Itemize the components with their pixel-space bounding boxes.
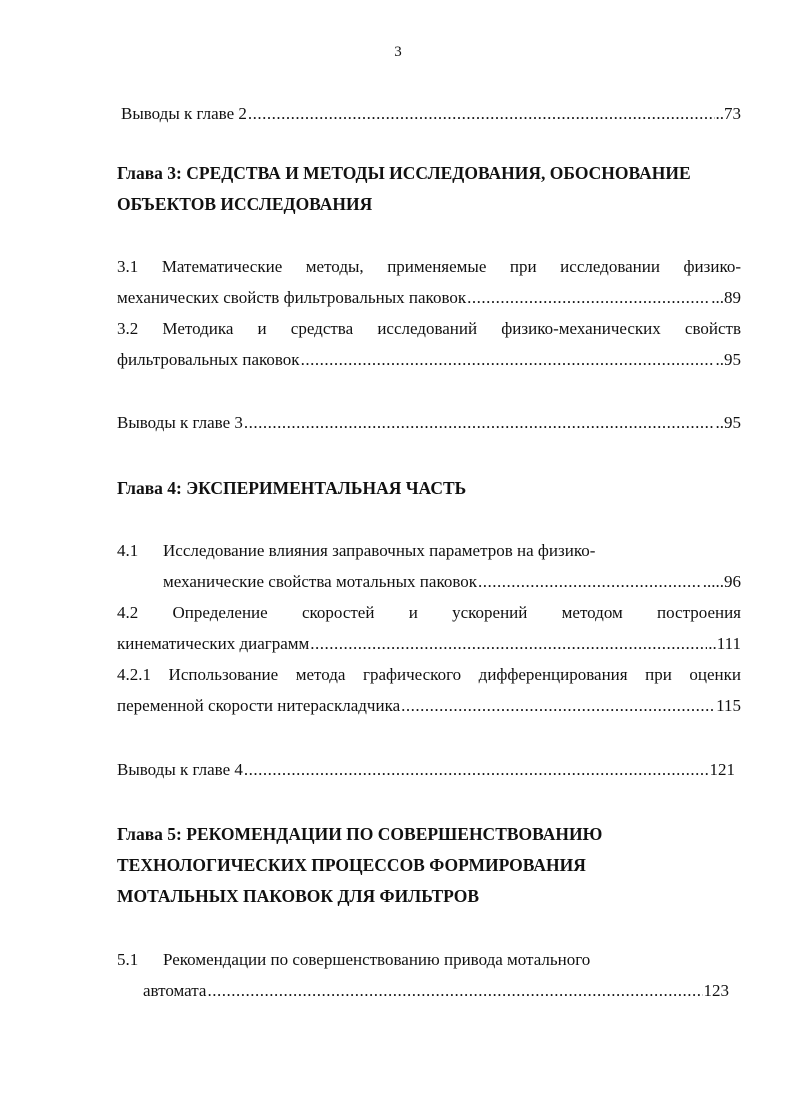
heading-line: Глава 3: СРЕДСТВА И МЕТОДЫ ИССЛЕДОВАНИЯ, ОБОСНОВАНИЕ	[117, 163, 691, 183]
toc-entry-5-1-cont	[143, 979, 729, 1003]
toc-entry-3-1-cont	[117, 286, 741, 310]
toc-entry-ch2-conclusions[interactable]	[121, 102, 741, 126]
toc-entry-4-2[interactable]	[117, 601, 741, 625]
toc-page-number: ..95	[715, 413, 741, 432]
toc-entry-label: автомата	[143, 981, 207, 1000]
toc-entry-label: механические свойства мотальных паковок	[163, 572, 478, 591]
toc-page-number: ..73	[715, 104, 741, 123]
toc-entry-label: Исследование влияния заправочных параметров на физико-	[163, 541, 596, 560]
chapter-3-heading[interactable]	[117, 161, 741, 185]
chapter-5-heading-cont-2	[117, 884, 741, 908]
section-number: 4.2	[117, 603, 139, 622]
dot-leader	[207, 979, 702, 1003]
toc-entry-5-1[interactable]	[117, 948, 741, 972]
toc-entry-label: Методика и средства исследований физико-механических свойств	[162, 319, 741, 338]
toc-entry-label: кинематических диаграмм	[117, 634, 310, 653]
toc-entry-label: механических свойств фильтровальных паковок	[117, 288, 467, 307]
chapter-5-heading[interactable]	[117, 822, 741, 846]
section-number: 5.1	[117, 950, 139, 969]
toc-page-number: 115	[716, 696, 741, 715]
heading-line: ОБЪЕКТОВ ИССЛЕДОВАНИЯ	[117, 194, 373, 214]
toc-entry-label: Рекомендации по совершенствованию привода мотального	[163, 950, 591, 969]
toc-page-number: ..95	[715, 350, 741, 369]
section-number: 3.1	[117, 257, 139, 276]
toc-entry-label: Математические методы, применяемые при исследовании физико-	[161, 257, 741, 276]
heading-line: МОТАЛЬНЫХ ПАКОВОК ДЛЯ ФИЛЬТРОВ	[117, 886, 480, 906]
dot-leader	[401, 694, 715, 718]
toc-entry-4-1[interactable]	[117, 539, 741, 563]
dot-leader	[244, 411, 715, 435]
toc-entry-4-2-1[interactable]	[117, 663, 741, 687]
toc-page-number: 123	[703, 981, 729, 1000]
dot-leader	[467, 286, 710, 310]
toc-page-number: .....96	[702, 572, 741, 591]
toc-entry-label: Использование метода графического дифференцирования при оценки	[168, 665, 741, 684]
toc-entry-4-2-1-cont	[117, 694, 741, 718]
dot-leader	[244, 758, 709, 782]
dot-leader	[478, 570, 702, 594]
toc-entry-ch4-conclusions[interactable]	[117, 758, 735, 782]
toc-page-number: ...89	[711, 288, 741, 307]
chapter-3-heading-cont	[117, 192, 741, 216]
toc-page-number: 121	[709, 760, 735, 779]
toc-entry-3-2-cont	[117, 348, 741, 372]
toc-entry-label: Выводы к главе 4	[117, 760, 243, 779]
dot-leader	[310, 632, 707, 656]
section-number: 3.2	[117, 319, 139, 338]
chapter-4-heading[interactable]	[117, 476, 741, 500]
chapter-5-heading-cont	[117, 853, 741, 877]
dot-leader	[248, 102, 715, 126]
section-number: 4.1	[117, 541, 139, 560]
toc-entry-label: переменной скорости нитераскладчика	[117, 696, 401, 715]
heading-line: ТЕХНОЛОГИЧЕСКИХ ПРОЦЕССОВ ФОРМИРОВАНИЯ	[117, 855, 586, 875]
toc-page-number: ..111	[708, 634, 741, 653]
toc-entry-4-2-cont	[117, 632, 741, 656]
toc-entry-3-2[interactable]	[117, 317, 741, 341]
toc-entry-3-1[interactable]	[117, 255, 741, 279]
toc-entry-label: Выводы к главе 2	[121, 104, 247, 123]
heading-line: Глава 5: РЕКОМЕНДАЦИИ ПО СОВЕРШЕНСТВОВАНИЮ	[117, 824, 603, 844]
page-number: 3	[394, 44, 402, 60]
toc-entry-label: Определение скоростей и ускорений методом построения	[172, 603, 742, 622]
toc-entry-label: Выводы к главе 3	[117, 413, 243, 432]
toc-entry-label: фильтровальных паковок	[117, 350, 300, 369]
dot-leader	[301, 348, 715, 372]
toc-entry-ch3-conclusions[interactable]	[117, 411, 741, 435]
toc-entry-4-1-cont	[163, 570, 741, 594]
heading-line: Глава 4: ЭКСПЕРИМЕНТАЛЬНАЯ ЧАСТЬ	[117, 478, 467, 498]
section-number: 4.2.1	[117, 665, 151, 684]
